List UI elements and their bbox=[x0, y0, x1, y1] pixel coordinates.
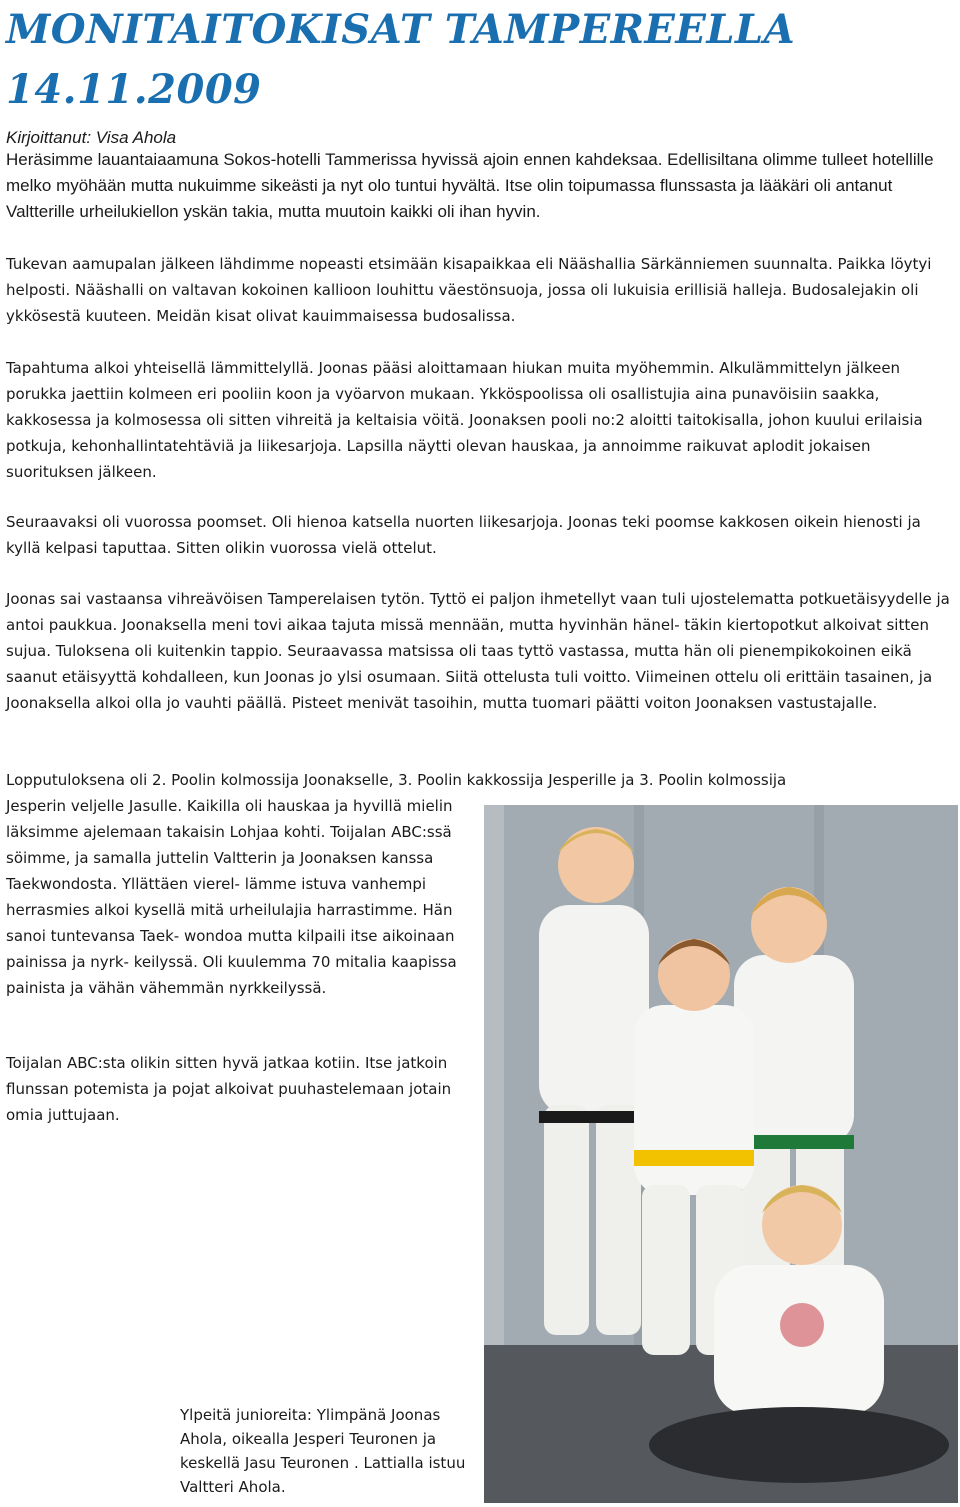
photo-caption: Ylpeitä junioreita: Ylimpänä Joonas Ahola, oikealla Jesperi Teuronen ja keskellä Jasu Teuronen . Lattialla istuu Valtteri Ahola. bbox=[172, 1403, 472, 1499]
paragraph-matches: Joonas sai vastaansa vihreävöisen Tamperelaisen tytön. Tyttö ei paljon ihmetellyt vaan tuli ujostelematta potkuetäisyydelle ja antoi paukkua. Joonaksella meni tovi aikaa tajuta missä mennään, mutta hyvinhän hänel- täkin kiertopotkut alkoivat sitten sujua. Tuloksena oli kuitenkin tappio. Seuraavassa matsissa oli taas tyttö vastassa, mutta hän oli pienempikokoinen eikä saanut etäisyyttä kohdalleen, kun Joonas jo ylsi osumaan. Siitä ottelusta tuli voitto. Viimeinen ottelu oli erittäin tasainen, ja Joonaksella alkoi olla jo vauhti päällä. Pisteet menivät tasoihin, mutta tuomari päätti voiton Joonaksen vastustajalle. bbox=[6, 590, 950, 712]
paragraph-results: Lopputuloksena oli 2. Poolin kolmossija Joonakselle, 3. Poolin kakkossija Jesperille ja 3. Poolin kolmossija bbox=[6, 771, 787, 789]
group-photo bbox=[484, 805, 958, 1503]
photo-illustration bbox=[484, 805, 958, 1503]
lead-paragraph: Heräsimme lauantaiaamuna Sokos-hotelli Tammerissa hyvissä ajoin ennen kahdeksaa. Edellisiltana olimme tulleet hotellille melko myöhään mutta nukuimme sikeästi ja nyt olo tuntui hyvältä. Itse olin toipumassa flunssasta ja lääkäri oli antanut Valtterille urheilukiellon yskän takia, mutta muutoin kaikki oli ihan hyvin. bbox=[6, 150, 934, 221]
paragraph-venue: Tukevan aamupalan jälkeen lähdimme nopeasti etsimään kisapaikkaa eli Nääshallia Särkänniemen suunnalta. Paikka löytyi helposti. Nääshalli on valtavan kokoinen kallioon louhittu väestönsuoja, jossa oli lukuisia erillisiä halleja. Budosalejakin oli ykkösestä kuuteen. Meidän kisat olivat kauimmaisessa budosalissa. bbox=[6, 255, 932, 325]
paragraph-ending: Toijalan ABC:sta olikin sitten hyvä jatkaa kotiin. Itse jatkoin flunssan potemista ja pojat alkoivat puuhastelemaan jotain omia juttujaan. bbox=[6, 1054, 452, 1124]
author-byline: Kirjoittanut: Visa Ahola bbox=[6, 128, 177, 147]
photo-wall-seam bbox=[484, 805, 504, 1365]
belt-black bbox=[539, 1111, 649, 1123]
paragraph-warmup: Tapahtuma alkoi yhteisellä lämmittelyllä. Joonas pääsi aloittamaan hiukan muita myöhemmin. Alkulämmittelyn jälkeen porukka jaettiin kolmeen eri pooliin koon ja vyöarvon mukaan. Ykköspoolissa oli osallistujia aina punavöisiin saakka, kakkosessa ja kolmosessa oli sitten vihreitä ja keltaisia vöitä. Joonaksen pooli no:2 aloitti taitokisalla, johon kuului erilaisia potkuja, kehonhallintatehtäviä ja liikesarjoja. Lapsilla näytti olevan hauskaa, ja annoimme raikuvat aplodit jokaisen suorituksen jälkeen. bbox=[6, 359, 923, 481]
belt-yellow bbox=[634, 1150, 754, 1166]
paragraph-trip-home: Jesperin veljelle Jasulle. Kaikilla oli hauskaa ja hyvillä mielin läksimme ajelemaan takaisin Lohjaa kohti. Toijalan ABC:ssä söimme, ja samalla juttelin Valtterin ja Joonaksen kanssa Taekwondosta. Yllättäen vierel- lämme istuva vanhempi herrasmies alkoi kysellä mitä urheilulajia harrastimme. Hän sanoi tuntevansa Taek- wondoa mutta kilpaili itse aikoinaan painissa ja nyrk- keilyssä. Oli kuulemma 70 mitalia kaapissa painista ja vähän vähemmän nyrkkeilyssä. bbox=[6, 797, 457, 997]
article-title: MONITAITOKISAT TAMPEREELLA 14.11.2009 bbox=[6, 6, 796, 113]
paragraph-poomse: Seuraavaksi oli vuorossa poomset. Oli hienoa katsella nuorten liikesarjoja. Joonas teki poomse kakkosen oikein hienosti ja kyllä kelpasi taputtaa. Sitten olikin vuorossa vielä ottelut. bbox=[6, 513, 921, 557]
